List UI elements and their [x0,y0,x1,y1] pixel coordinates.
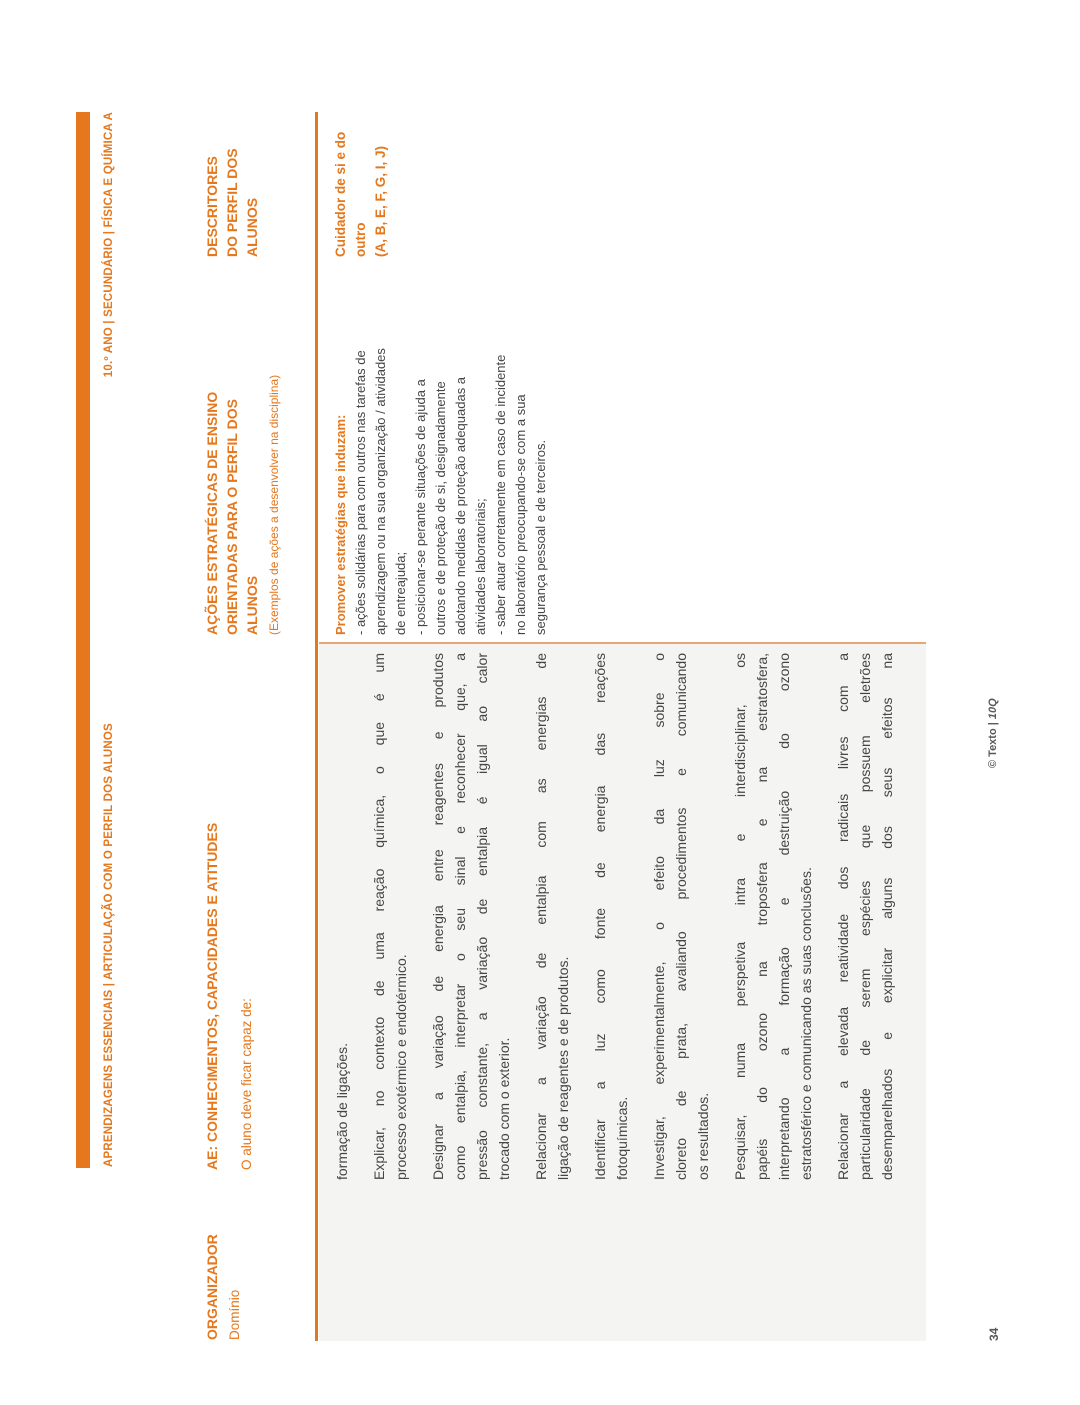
header-left-text: APRENDIZAGENS ESSENCIAIS | ARTICULAÇÃO COM O PERFIL DOS ALUNOS [103,723,115,1167]
header-right-text: 10.º ANO | SECUNDÁRIO | FÍSICA E QUÍMICA A [103,112,115,378]
acoes-line: segurança pessoal e de terceiros. [533,439,548,635]
acoes-line: de entreajuda; [393,551,408,635]
column-divider-rule [319,642,926,644]
page-number: 34 [987,1327,1001,1341]
ae-line: pressão constante, a variação de entalpia é igual ao calor [474,653,490,1180]
ae-paragraph [729,653,817,1180]
descritores-title-line: ALUNOS [244,197,260,257]
ae-line: Designar a variação de energia entre reagentes e produtos [430,653,446,1180]
ae-line: Relacionar a variação de entalpia com as energias de [533,653,549,1180]
footer-credit [987,698,999,768]
ae-paragraph [427,653,515,1180]
ae-line: formação de ligações. [334,1043,350,1180]
ae-line: Pesquisar, numa perspetiva intra e interdisciplinar, os [732,653,748,1180]
acoes-lines [351,290,551,635]
header-separator-rule [315,112,318,1341]
acoes-line: adotando medidas de proteção adequadas a [453,376,468,635]
ae-line: os resultados. [695,1092,711,1180]
ae-paragraph [648,653,714,1180]
acoes-subtitle: (Exemplos de ações a desenvolver na disciplina) [267,374,281,635]
acoes-line: aprendizagem ou na sua organização / atividades [373,348,388,635]
descritores-line: (A, B, E, F, G, I, J) [373,145,388,257]
ae-title: AE: CONHECIMENTOS, CAPACIDADES E ATITUDES [204,822,220,1170]
descritores-line: outro [353,222,368,257]
organizador-title: ORGANIZADOR [204,1234,220,1340]
ae-paragraph [832,653,898,1180]
ae-line: trocado com o exterior. [496,1037,512,1180]
column-header-organizador [202,1180,245,1340]
acoes-title-line: ORIENTADAS PARA O PERFIL DOS [224,399,240,635]
descritores-title-line: DESCRITORES [204,156,220,257]
ae-cell [331,653,913,1180]
acoes-line: - saber atuar corretamente em caso de incidente [493,354,508,635]
ae-line: como entalpia, interpretar o seu sinal e reconhecer que, a [452,653,468,1180]
acoes-line: - posicionar-se perante situações de ajuda a [413,379,428,635]
descritores-cell [331,57,391,257]
acoes-lead: Promover estratégias que induzam: [333,414,348,635]
ae-line: Identificar a luz como fonte de energia das reações [592,653,608,1180]
ae-line: fotoquímicas. [614,1096,630,1180]
ae-line: cloreto de prata, avaliando procedimentos e comunicando [673,653,689,1180]
ae-line: processo exotérmico e endotérmico. [393,954,409,1180]
top-accent-bar [76,112,90,1168]
ae-line: Investigar, experimentalmente, o efeito da luz sobre o [651,653,667,1180]
ae-line: Explicar, no contexto de uma reação química, o que é um [371,653,387,1180]
ae-line: desemparelhados e explicitar alguns dos seus efeitos na [879,653,895,1180]
ae-line: ligação de reagentes e de produtos. [555,956,571,1180]
footer-credit-prefix: © Texto | [987,719,999,768]
ae-line: particularidade de serem espécies que possuem eletrões [857,653,873,1180]
ae-line: interpretando a formação e destruição do ozono [776,653,792,1180]
ae-paragraph [368,653,412,1180]
acoes-line: - ações solidárias para com outros nas tarefas de [353,350,368,635]
ae-line: papéis do ozono na troposfera e na estratosfera, [754,653,770,1180]
column-header-acoes [202,265,284,635]
column-header-descritores [202,97,262,257]
ae-subtitle: O aluno deve ficar capaz de: [239,998,254,1170]
ae-line: estratosférico e comunicando as suas conclusões. [798,867,814,1180]
organizador-subtitle: Domínio [227,1289,242,1340]
ae-line: Relacionar a elevada reatividade dos radicais livres com a [835,653,851,1180]
ae-paragraph [530,653,574,1180]
acoes-line: no laboratório preocupando-se com a sua [513,394,528,635]
footer-credit-brand: 10Q [987,698,999,720]
acoes-title-line: AÇÕES ESTRATÉGICAS DE ENSINO [204,391,220,635]
column-header-ae [202,710,257,1170]
ae-paragraph [589,653,633,1180]
acoes-line: atividades laboratoriais; [473,498,488,635]
acoes-cell [331,290,551,635]
acoes-title-line: ALUNOS [244,575,260,635]
acoes-line: outros e de proteção de si, designadamente [433,381,448,635]
descritores-title-line: DO PERFIL DOS [224,148,240,257]
ae-paragraph [331,653,353,1180]
descritores-line: Cuidador de si e do [333,131,348,257]
